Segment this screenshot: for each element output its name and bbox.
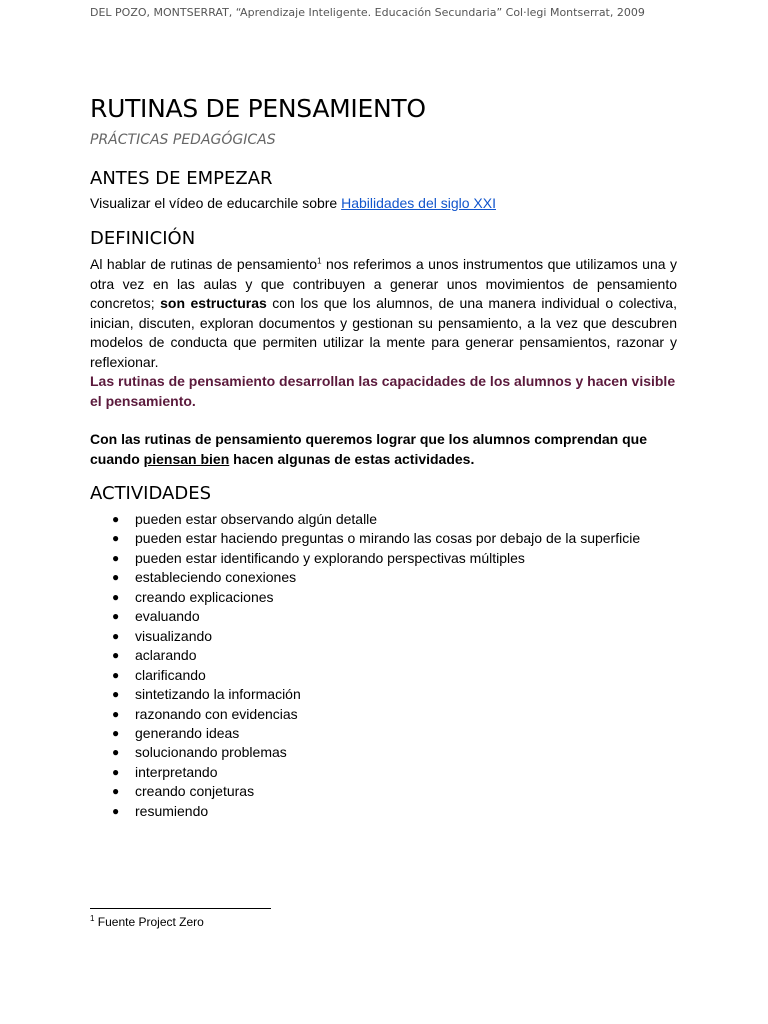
footnote-ref[interactable]: 1 — [317, 256, 322, 266]
list-item — [90, 529, 690, 548]
definicion-paragraph — [90, 255, 677, 372]
antes-paragraph — [90, 194, 677, 214]
list-item-text: sintetizando la información — [135, 686, 301, 703]
bullet-icon: ● — [112, 745, 120, 760]
list-item — [90, 607, 690, 626]
list-item — [90, 588, 690, 607]
bullet-icon: ● — [112, 570, 120, 585]
goal-text-end: hacen algunas de estas actividades. — [229, 450, 475, 467]
list-item-text: generando ideas — [135, 724, 240, 741]
list-item — [90, 724, 690, 743]
list-item — [90, 549, 690, 568]
page-subtitle: PRÁCTICAS PEDAGÓGICAS — [90, 132, 276, 148]
list-item — [90, 646, 690, 665]
list-item-text: visualizando — [135, 627, 213, 644]
bullet-icon: ● — [112, 803, 120, 818]
definicion-text-middle: nos referimos a unos instrumentos que utilizamos una y otra vez en las aulas y que contribuyen a generar unos movimientos de pensamiento concretos; — [90, 256, 678, 311]
bullet-icon: ● — [112, 667, 120, 682]
bullet-icon: ● — [112, 531, 120, 546]
bullet-icon: ● — [112, 609, 120, 624]
list-item — [90, 627, 690, 646]
definicion-text-end: con los que los alumnos, de una manera individual o colectiva, inician, discuten, exploran documentos y gestionan su pensamiento, a la vez que descubren modelos de conducta que permiten utilizar la mente para generar pensamientos, razonar y reflexionar. — [90, 295, 677, 370]
highlight-statement: Las rutinas de pensamiento desarrollan las capacidades de los alumnos y hacen visible el pensamiento. — [90, 373, 676, 409]
list-item-text: pueden estar haciendo preguntas o mirando las cosas por debajo de la superficie — [135, 530, 641, 547]
bullet-icon: ● — [112, 628, 120, 643]
bullet-icon: ● — [112, 784, 120, 799]
list-item-text: razonando con evidencias — [135, 705, 298, 722]
list-item — [90, 568, 690, 587]
list-item — [90, 782, 690, 801]
bullet-icon: ● — [112, 648, 120, 663]
list-item — [90, 705, 690, 724]
list-item-text: pueden estar observando algún detalle — [135, 511, 378, 527]
list-item-text: interpretando — [135, 763, 218, 780]
list-item — [90, 510, 690, 529]
list-item-text: creando conjeturas — [135, 783, 255, 800]
bullet-icon: ● — [112, 512, 120, 526]
list-item-text: clarificando — [135, 666, 206, 683]
activities-list — [90, 510, 690, 821]
goal-underlined-phrase: piensan bien — [143, 450, 230, 467]
list-item-text: aclarando — [135, 647, 197, 664]
list-item — [90, 666, 690, 685]
antes-text: Visualizar el vídeo de educarchile sobre — [90, 195, 342, 211]
bullet-icon: ● — [112, 725, 120, 740]
list-item-text: pueden estar identificando y explorando perspectivas múltiples — [135, 549, 525, 566]
footnote-number: 1 — [90, 914, 95, 923]
list-item-text: solucionando problemas — [135, 744, 287, 761]
goal-paragraph — [90, 430, 677, 469]
page-title: RUTINAS DE PENSAMIENTO — [90, 94, 426, 123]
habilidades-link[interactable]: Habilidades del siglo XXI — [341, 195, 496, 211]
heading-antes-de-empezar: ANTES DE EMPEZAR — [90, 168, 273, 189]
bullet-icon: ● — [112, 589, 120, 604]
goal-text-start: Con las rutinas de pensamiento queremos lograr que los alumnos comprendan que cuando — [90, 431, 647, 467]
list-item-text: creando explicaciones — [135, 588, 274, 605]
list-item — [90, 743, 690, 762]
bullet-icon: ● — [112, 706, 120, 721]
list-item-text: estableciendo conexiones — [135, 569, 297, 586]
list-item — [90, 802, 690, 821]
bullet-icon: ● — [112, 764, 120, 779]
list-item-text: resumiendo — [135, 802, 209, 819]
footnote-text: Fuente Project Zero — [94, 915, 204, 929]
bullet-icon: ● — [112, 550, 120, 565]
bullet-icon: ● — [112, 687, 120, 702]
heading-definicion: DEFINICIÓN — [90, 228, 196, 249]
list-item — [90, 685, 690, 704]
running-header-citation: DEL POZO, MONTSERRAT, “Aprendizaje Inteligente. Educación Secundaria” Col·legi Montserrat, 2009 — [90, 6, 645, 19]
definicion-bold-phrase: son estructuras — [160, 295, 267, 311]
footnote-divider — [90, 908, 271, 909]
definicion-text-start: Al hablar de rutinas de pensamiento — [90, 256, 318, 272]
footnote — [90, 915, 204, 929]
list-item — [90, 763, 690, 782]
heading-actividades: ACTIVIDADES — [90, 483, 212, 504]
list-item-text: evaluando — [135, 608, 200, 625]
